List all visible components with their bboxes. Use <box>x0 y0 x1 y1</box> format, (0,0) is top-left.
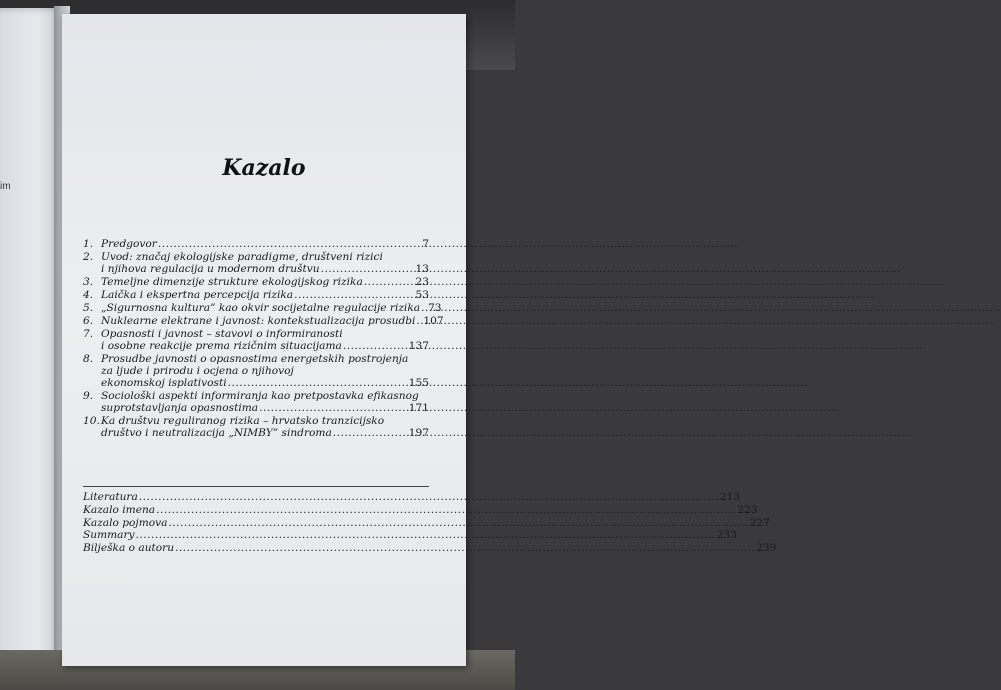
toc-entry <box>83 251 429 275</box>
chapter-title-line: i njihova regulacija u modernom društvu <box>101 263 320 275</box>
back-matter-line <box>83 542 776 554</box>
chapter-title-line: društvo i neutralizacija „NIMBY” sindroma <box>101 427 332 439</box>
chapter-title-line: ekonomskoj isplativosti <box>101 377 227 389</box>
back-matter-entry <box>83 503 758 516</box>
page-number: 197 <box>408 427 429 439</box>
back-matter-list <box>83 491 777 555</box>
chapter-title-line: za ljude i prirodu i ocjena o njihovoj <box>101 365 294 377</box>
chapter-title-last-line <box>101 276 429 288</box>
chapter-title-line: Uvod: značaj ekologijske paradigme, društveni rizici <box>101 251 383 263</box>
page-number: 13 <box>415 263 429 275</box>
page-number: 233 <box>716 529 737 542</box>
toc-entry <box>83 289 429 301</box>
chapter-title-block <box>101 315 444 327</box>
back-matter-entry <box>83 529 737 542</box>
page-number: 171 <box>408 402 429 414</box>
chapter-title-block <box>101 353 429 389</box>
chapter-title-line: Nuklearne elektrane i javnost: kontekstualizacija prosudbi <box>101 315 416 327</box>
chapter-number: 2. <box>83 251 94 263</box>
dot-leader <box>158 238 421 250</box>
chapter-title-line: Ka društvu reguliranog rizika – hrvatsko tranzicijsko <box>101 415 385 427</box>
chapter-number: 5. <box>83 302 94 314</box>
chapter-number: 1. <box>83 238 94 250</box>
back-matter-entry <box>83 491 741 503</box>
back-matter-line <box>83 517 770 529</box>
chapter-title-line: Prosudbe javnosti o opasnostima energetskih postrojenja <box>101 353 409 365</box>
chapter-title-last-line <box>101 377 429 389</box>
page-title: Kazalo <box>222 155 306 181</box>
page-number: 107 <box>423 315 444 327</box>
dot-leader <box>136 529 716 541</box>
toc-entry <box>83 353 429 389</box>
back-matter-label: Kazalo pojmova <box>83 516 168 529</box>
chapter-title-last-line <box>101 315 444 327</box>
dot-leader <box>156 504 736 516</box>
chapter-title-block <box>101 415 429 439</box>
back-matter-label: Bilješka o autoru <box>83 542 175 555</box>
chapter-number: 8. <box>83 353 94 365</box>
dot-leader <box>416 315 422 327</box>
chapter-title-block <box>101 251 429 275</box>
section-divider <box>83 486 429 487</box>
chapter-number: 6. <box>83 315 94 327</box>
chapter-title-last-line <box>101 340 429 352</box>
back-matter-label: Summary <box>83 529 135 542</box>
chapter-title-line: i osobne reakcije prema rizičnim situacijama <box>101 340 342 352</box>
dot-leader <box>343 340 408 352</box>
page-number: 227 <box>749 516 770 529</box>
toc-entry <box>83 328 429 352</box>
page-number: 53 <box>415 289 429 301</box>
chapter-number: 9. <box>83 390 94 402</box>
back-matter-line <box>83 504 757 516</box>
page-number: 223 <box>737 503 758 516</box>
chapter-title-line: suprotstavljanja opasnostima <box>101 402 259 414</box>
left-page-text: im <box>0 181 11 192</box>
page-number: 137 <box>408 340 429 352</box>
chapter-title-block <box>101 289 429 301</box>
back-matter-line <box>83 491 740 503</box>
page-number: 23 <box>415 276 429 288</box>
chapter-title-block <box>101 238 429 250</box>
chapter-title-line: Predgovor <box>101 238 157 250</box>
back-matter-entry <box>83 516 770 529</box>
toc-entry <box>83 276 429 288</box>
chapter-title-block <box>101 302 442 314</box>
right-page <box>62 14 777 666</box>
chapter-title-line: Laička i ekspertna percepcija rizika <box>101 289 294 301</box>
chapter-title-last-line <box>101 289 429 301</box>
page-number: 7 <box>422 238 429 250</box>
toc-entry <box>83 238 429 250</box>
back-matter-line <box>83 529 737 541</box>
chapter-number: 4. <box>83 289 94 301</box>
chapter-title-block <box>101 390 429 414</box>
dot-leader <box>228 377 408 389</box>
chapter-title-block <box>101 276 429 288</box>
page-number: 213 <box>719 491 741 503</box>
toc-entry <box>83 302 442 314</box>
dot-leader <box>168 517 748 529</box>
dot-leader <box>364 276 415 288</box>
chapter-title-last-line <box>101 238 429 250</box>
back-matter-label: Literatura <box>83 491 138 503</box>
dot-leader <box>421 302 427 314</box>
dot-leader <box>139 491 719 503</box>
page-number: 239 <box>756 542 777 555</box>
page-number: 155 <box>408 377 429 389</box>
chapter-title-last-line <box>101 427 429 439</box>
chapter-title-last-line <box>101 402 429 414</box>
dot-leader <box>321 263 415 275</box>
toc-entry <box>83 390 429 414</box>
chapter-title-line: Sociološki aspekti informiranja kao pretpostavka efikasnog <box>101 390 419 402</box>
chapter-number: 3. <box>83 276 94 288</box>
toc-entry <box>83 315 444 327</box>
left-page <box>0 8 62 658</box>
chapter-title-line: Opasnosti i javnost – stavovi o informiranosti <box>101 328 343 340</box>
page-number: 73 <box>428 302 442 314</box>
dot-leader <box>333 427 408 439</box>
back-matter-entry <box>83 542 777 555</box>
back-matter-label: Kazalo imena <box>83 503 156 516</box>
chapter-title-last-line <box>101 263 429 275</box>
table-of-contents <box>83 238 444 440</box>
chapter-title-line: Temeljne dimenzije strukture ekologijskog rizika <box>101 276 363 288</box>
toc-entry <box>83 415 429 439</box>
chapter-title-last-line <box>101 302 442 314</box>
chapter-title-line: „Sigurnosna kultura” kao okvir socijetalne regulacije rizika <box>101 302 421 314</box>
chapter-title-block <box>101 328 429 352</box>
dot-leader <box>259 402 408 414</box>
dot-leader <box>294 289 414 301</box>
dot-leader <box>175 542 755 554</box>
chapter-number: 10. <box>83 415 100 427</box>
chapter-number: 7. <box>83 328 94 340</box>
